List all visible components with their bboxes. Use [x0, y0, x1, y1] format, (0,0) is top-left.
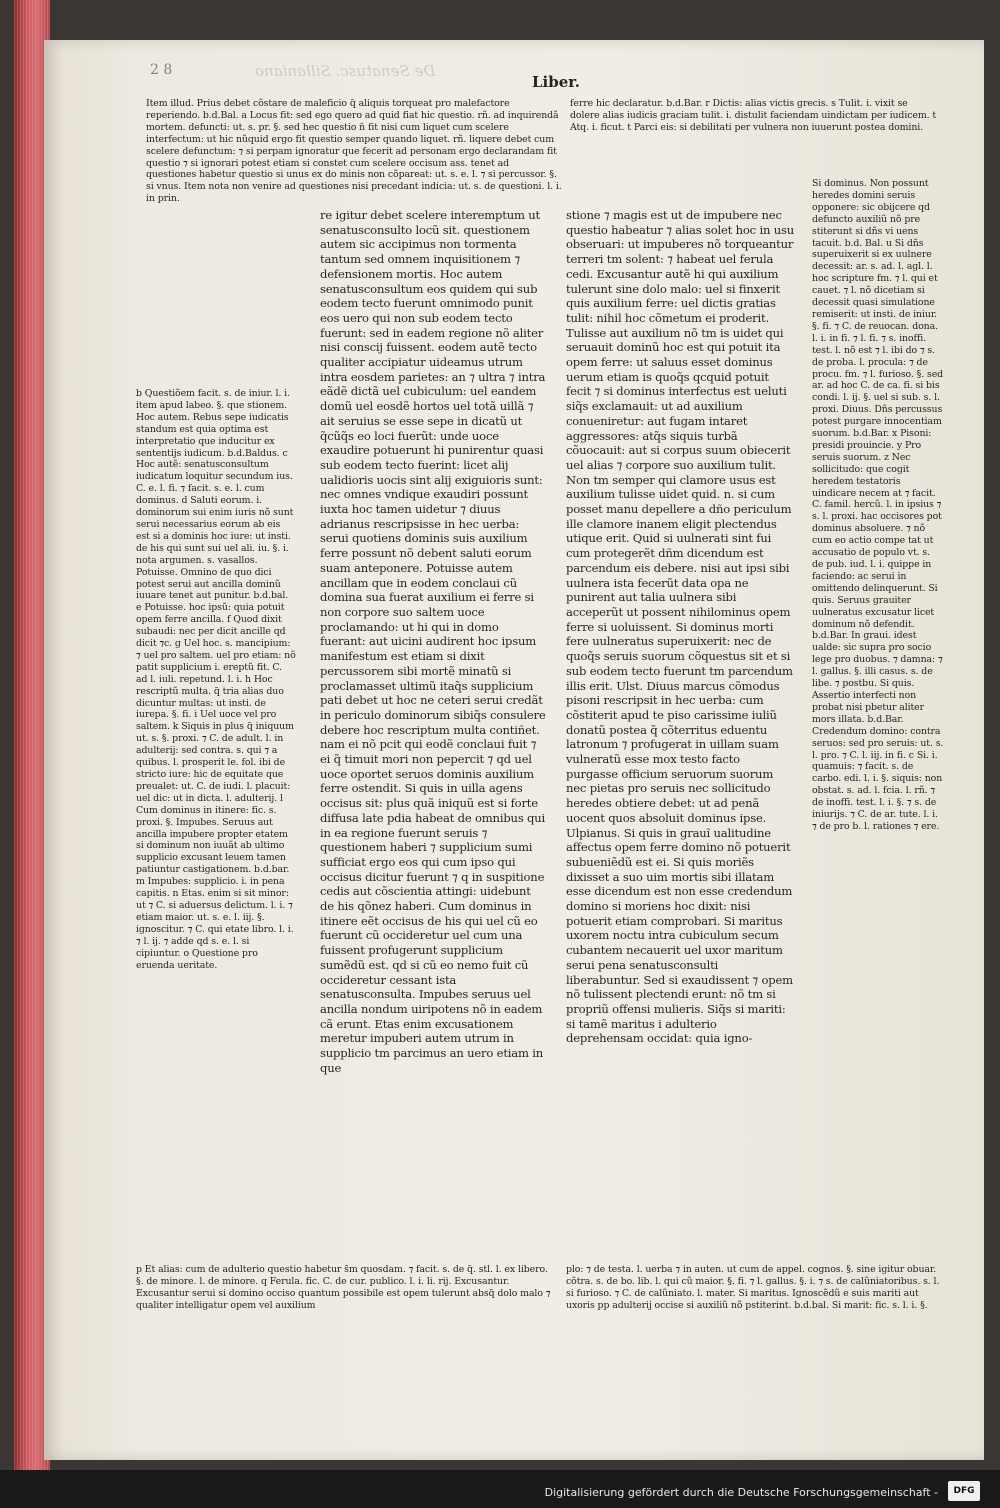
gloss-top-left-text: Item illud. Prius debet cõstare de maleficio q̃ aliquis torqueat pro malefactore reperiendo. b.d.Bal. a Locus fit: sed ego quero ad quid fiat hic questio. rñ. ad inquirendã mortem. defuncti: ut. s. pr. §. sed hec questio n̄ fit nisi cum liquet cum scelere interfectum: ut hic nũquid ergo fit questio semper quando liquet. rñ. liquere debet cum scelere defunctum: ⁊ si perpam ignoratur que fecerit ad personam ergo declarandam fit questio ⁊ si ignorari potest etiam si constet cum scelere occisum ass. tenet ad questiones habetur questio si unus ex do minis non cõpareat: ut. s. e. l. ⁊ si percussor. §. si vnus. Item nota non venire ad questiones nisi precedant indicia: ut. s. de questioni. l. i. in prin. [146, 98, 562, 205]
show-through-title: De Senatusc. Sillaniano [255, 62, 436, 80]
gloss-bottom-right-text: plo: ⁊ de testa. l. uerba ⁊ in auten. ut cum de appel. cognos. §. sine igitur obuar. cõtra. s. de bo. lib. l. qui cũ maior. §. fi. ⁊ l. gallus. §. i. ⁊ s. de calũniatoribus. s. l. si furioso. ⁊ C. de calũniato. l. mater. Si maritus. Ignoscẽdũ e suis mariti aut uxoris pp adulterij occise si auxiliũ nõ pstiterint. b.d.bal. Si marit: fic. s. l. i. §. [566, 1264, 940, 1311]
folio-mark: 2 8 [150, 62, 173, 78]
dfg-logo-icon: DFG [948, 1481, 980, 1501]
gloss-column-left-text: b Questiõem facit. s. de iniur. l. i. item apud labeo. §. que stionem. Hoc autem. Rebus sepe iudicatis standum est quia optima est interpretatio que inducitur ex sententijs iudicum. b.d.Baldus. c Hoc autẽ: senatusconsultum iudicatum loquitur secundum ius. C. e. l. fi. ⁊ facit. s. e. l. cum dominus. d Saluti eorum. i. dominorum sui enim iuris nõ sunt serui necessarius eorum ab eis est si a dominis hoc iure: ut insti. de his qui sunt sui uel ali. iu. §. i. nota argumen. s. vasallos. Potuisse. Omnino de quo dici potest serui aut ancilla dominũ iuuare tenet aut punitur. b.d.bal. e Potuisse. hoc ipsũ: quia potuit opem ferre ancilla. f Quod dixit subaudi: nec per dicit ancille qd dicit ⁊c. g Uel hoc. s. mancipium: ⁊ uel pro saltem. uel pro etiam: nõ patit supplicium i. ereptũ fit. C. ad l. iuli. repetund. l. i. h Hoc rescriptũ multa. q̃ tria alias duo dicuntur multas: ut insti. de iurepa. §. fi. i Uel uoce vel pro saltem. k Siquis in plus q̃ iniquum ut. s. §. proxi. ⁊ C. de adult. l. in adulterij: sed contra. s. qui ⁊ a quibus. l. prosperit le. fol. ibi de stricto iure: hic de equitate que preualet: ut. C. de iudi. l. placuit: uel dic: ut in dicta. l. adulterij. l Cum dominus in itinere: fic. s. proxi. §. Impubes. Seruus aut ancilla impubere propter etatem si dominum non iuuãt ab ultimo supplicio excusant leuem tamen patiuntur castigationem. b.d.bar. m Impubes: supplicio. i. in pena capitis. n Etas. enim si sit minor: ut ⁊ C. si aduersus delictum. l. i. ⁊ etiam maior. ut. s. e. l. iij. §. ignoscitur. ⁊ C. qui etate libro. l. i. ⁊ l. ij. ⁊ adde qd s. e. l. si cipiuntur. o Questione pro eruenda ueritate. [136, 388, 296, 971]
gloss-column-right [812, 178, 944, 1258]
gloss-column-right-text: Si dominus. Non possunt heredes domini seruis opponere: sic obijcere qd defuncto auxiliũ nõ pre stiterunt si dñs vi uens tacuit. b.d. Bal. u Si dñs superuixerit si ex uulnere decessit: ar. s. ad. l. agl. l. hoc scripture fm. ⁊ l. qui et cauet. ⁊ l. nõ dicetiam si decessit quasi simulatione remiserit: ut insti. de iniur. §. fi. ⁊ C. de reuocan. dona. l. i. in fi. ⁊ l. fi. ⁊ s. inoffi. test. l. nõ est ⁊ l. ibi do ⁊ s. de proba. l. procula: ⁊ de procu. fm. ⁊ l. furioso. §. sed ar. ad hoc C. de ca. fi. si bis condi. l. ij. §. uel si sub. s. l. proxi. Diuus. Dñs percussus potest purgare innocentiam suorum. b.d.Bar. x Pisoni: presidi prouincie. y Pro seruis suorum. z Nec sollicitudo: que cogit heredem testatoris uindicare necem at ⁊ facit. C. famil. hercũ. l. in ipsius ⁊ s. l. proxi. hac occisores pot dominus absoluere. ⁊ nõ cum eo actio compe tat ut accusatio de populo vt. s. de pub. iud. l. i. quippe in faciendo: ac serui in omittendo delinquerunt. Si quis. Seruus grauiter uulneratus excusatur licet dominum nõ defendit. b.d.Bar. In graui. idest ualde: sic supra pro socio lege pro duobus. ⁊ damna: ⁊ l. gallus. §. illi casus. s. de libe. ⁊ postbu. Si quis. Assertio interfecti non probat nisi pbetur aliter mors illata. b.d.Bar. Credendum domino: contra seruos: sed pro seruis: ut. s. l. pro. ⁊ C. l. iij. in fi. c Si. i. quamuis: ⁊ facit. s. de carbo. edi. l. i. §. siquis: non obstat. s. ad. l. fcia. l. rñ. ⁊ de inoffi. test. l. i. §. ⁊ s. de iniurijs. ⁊ C. de ar. tute. l. i. ⁊ de pro b. l. rationes ⁊ ere. [812, 178, 944, 832]
footer-credit: Digitalisierung gefördert durch die Deutsche Forschungsgemeinschaft - [544, 1486, 938, 1499]
gloss-column-left [136, 388, 296, 1258]
main-text-column-2 [566, 208, 794, 1258]
gloss-bottom-left-text: p Et alias: cum de adulterio questio habetur s̃m quosdam. ⁊ facit. s. de q̃. stl. l. ex libero. §. de minore. l. de minore. q Ferula. fic. C. de cur. publico. l. i. li. rij. Excusantur. Excusantur serui si domino occiso quantum possibile est opem tulerunt absq̃ dolo malo ⁊ qualiter intelligatur opem vel auxilium [136, 1264, 551, 1311]
running-head: Liber. [532, 73, 581, 91]
gloss-bottom-left [136, 1264, 556, 1356]
gloss-top-left [146, 98, 562, 205]
main-text-column-1-text: re igitur debet scelere interemptum ut senatusconsulto locũ sit. questionem autem sic accipimus non tormenta tantum sed omnem inquisitionem ⁊ defensionem mortis. Hoc autem senatusconsultum eos quidem qui sub eodem tecto fuerunt omnimodo punit eos uero qui non sub eodem tecto fuerunt: sed in eadem regione nõ aliter nisi conscij fuissent. eodem autẽ tecto qualiter accipiatur uideamus utrum intra eosdem parietes: an ⁊ ultra ⁊ intra eãdẽ dictã uel cubiculum: uel eandem domũ uel eosdẽ hortos uel totã uillã ⁊ ait seruius se esse sepe in dicatũ ut q̃cũq̃s eo loci fuerũt: unde uoce exaudire potuerunt hi punirentur quasi sub eodem tecto fuerint: licet alij ualidioris uocis sint alij exiguioris sunt: nec omnes vndique exaudiri possunt iuxta hoc tamen uidetur ⁊ diuus adrianus rescripsisse in hec uerba: serui quotiens dominis suis auxilium ferre possunt nõ debent saluti eorum suam anteponere. Potuisse autem ancillam que in eodem conclaui cũ domina sua fuerat auxilium ei ferre si non corpore suo saltem uoce proclamando: ut hi qui in domo fuerant: aut uicini audirent hoc ipsum manifestum est etiam si dixit percussorem sibi mortẽ minatũ si proclamasset ultimũ itaq̃s supplicium pati debet ut hoc ne ceteri serui credãt in periculo dominorum sibiq̃s consulere debere hoc rescriptum multa contiñet. nam ei nõ pcit qui eodẽ conclaui fuit ⁊ ei q̃ timuit mori non pepercit ⁊ qd uel uoce oportet seruos dominis auxilium ferre ostendit. Si quis in uilla agens occisus sit: plus quã iniquũ est si forte diffusa late pdia habeat de omnibus qui in ea regione fuerunt seruis ⁊ questionem haberi ⁊ supplicium sumi sufficiat ergo eos qui cum ipso qui occisus dicitur fuerunt ⁊ q in suspitione cedis aut cõscientia attingi: uidebunt de his qõnez haberi. Cum dominus in itinere eẽt occisus de his qui uel cũ eo fuerunt cũ occideretur uel cum una fuissent profugerunt supplicium sumẽdũ est. qd si cũ eo nemo fuit cũ occideretur cessant ista senatusconsulta. Impubes seruus uel ancilla nondum uiripotens nõ in eadem cã erunt. Etas enim excusationem meretur impuberi autem utrum in supplicio tm parcimus an uero etiam in que [320, 208, 546, 1075]
main-text-column-2-text: stione ⁊ magis est ut de impubere nec questio habeatur ⁊ alias solet hoc in usu obseruari: ut impuberes nõ torqueantur terreri tm solent: ⁊ habeat uel ferula cedi. Excusantur autẽ hi qui auxilium tulerunt sine dolo malo: uel si finxerit quis auxilium ferre: uel dictis gratias tulit: nihil hoc cõmetum ei proderit. Tulisse aut auxilium nõ tm is uidet qui seruauit dominũ hoc est qui potuit ita opem ferre: ut saluus esset dominus uerum etiam is quoq̃s qcquid potuit fecit ⁊ si dominus interfectus est ueluti siq̃s exclamauit: ut ad auxilium conueniretur: aut fugam intaret aggressores: atq̃s siquis turbã cõuocauit: aut si corpus suum obiecerit uel alias ⁊ corpore suo auxilium tulit. Non tm semper qui clamore usus est auxilium tulisse uidet quid. n. si cum posset manu depellere a dño periculum ille clamore inanem eligit plectendus utique erit. Quid si uulnerati sint fui cum protegerẽt dñm dicendum est parcendum eis debere. nisi aut ipsi sibi uulnera ista fecerũt data opa ne punirent aut talia uulnera sibi acceperũt ut possent nihilominus opem ferre si uoluissent. Si dominus morti fere uulneratus superuixerit: nec de quoq̃s seruis suorum cõquestus sit et si sub eodem tecto fuerunt tm parcendum illis erit. Ulst. Diuus marcus cõmodus pisoni rescripsit in hec uerba: cum cõstiterit apud te piso carissime iuliũ donatũ postea q̃ cõterritus eduentu latronum ⁊ profugerat in uillam suam vulneratũ esse mox testo facto purgasse officium seruorum suorum nec pietas pro seruis nec sollicitudo heredes obtiere debet: ut ad penã uocent quos absoluit dominus ipse. Ulpianus. Si quis in grauĩ ualitudine affectus opem ferre domino nõ potuerit subueniẽdũ est ei. Si quis moriẽs dixisset a suo uim mortis sibi illatam esse dicendum est non esse credendum domino si moriens hoc dixit: nisi potuerit etiam comprobari. Si maritus uxorem noctu intra cubiculum secum cubantem necauerit uel uxor maritum serui pena senatusconsulti liberabuntur. Sed si exaudissent ⁊ opem nõ tulissent plectendi erunt: nõ tm si propriũ offensi mulieris. Siq̃s si mariti: si tamẽ maritus i adulterio deprehensam occidat: quia igno- [566, 208, 794, 1046]
main-text-column-1 [320, 208, 546, 1258]
gloss-top-right-text: ferre hic declaratur. b.d.Bar. r Dictis: alias victis grecis. s Tulit. i. vixit se dolere alias iudicis graciam tulit. i. distulit faciendam uindictam per iudicem. t Atq. i. ficut. t Parci eis: si debilitati per vulnera non iuuerunt postea domini. [570, 98, 937, 133]
gloss-bottom-right [566, 1264, 944, 1356]
